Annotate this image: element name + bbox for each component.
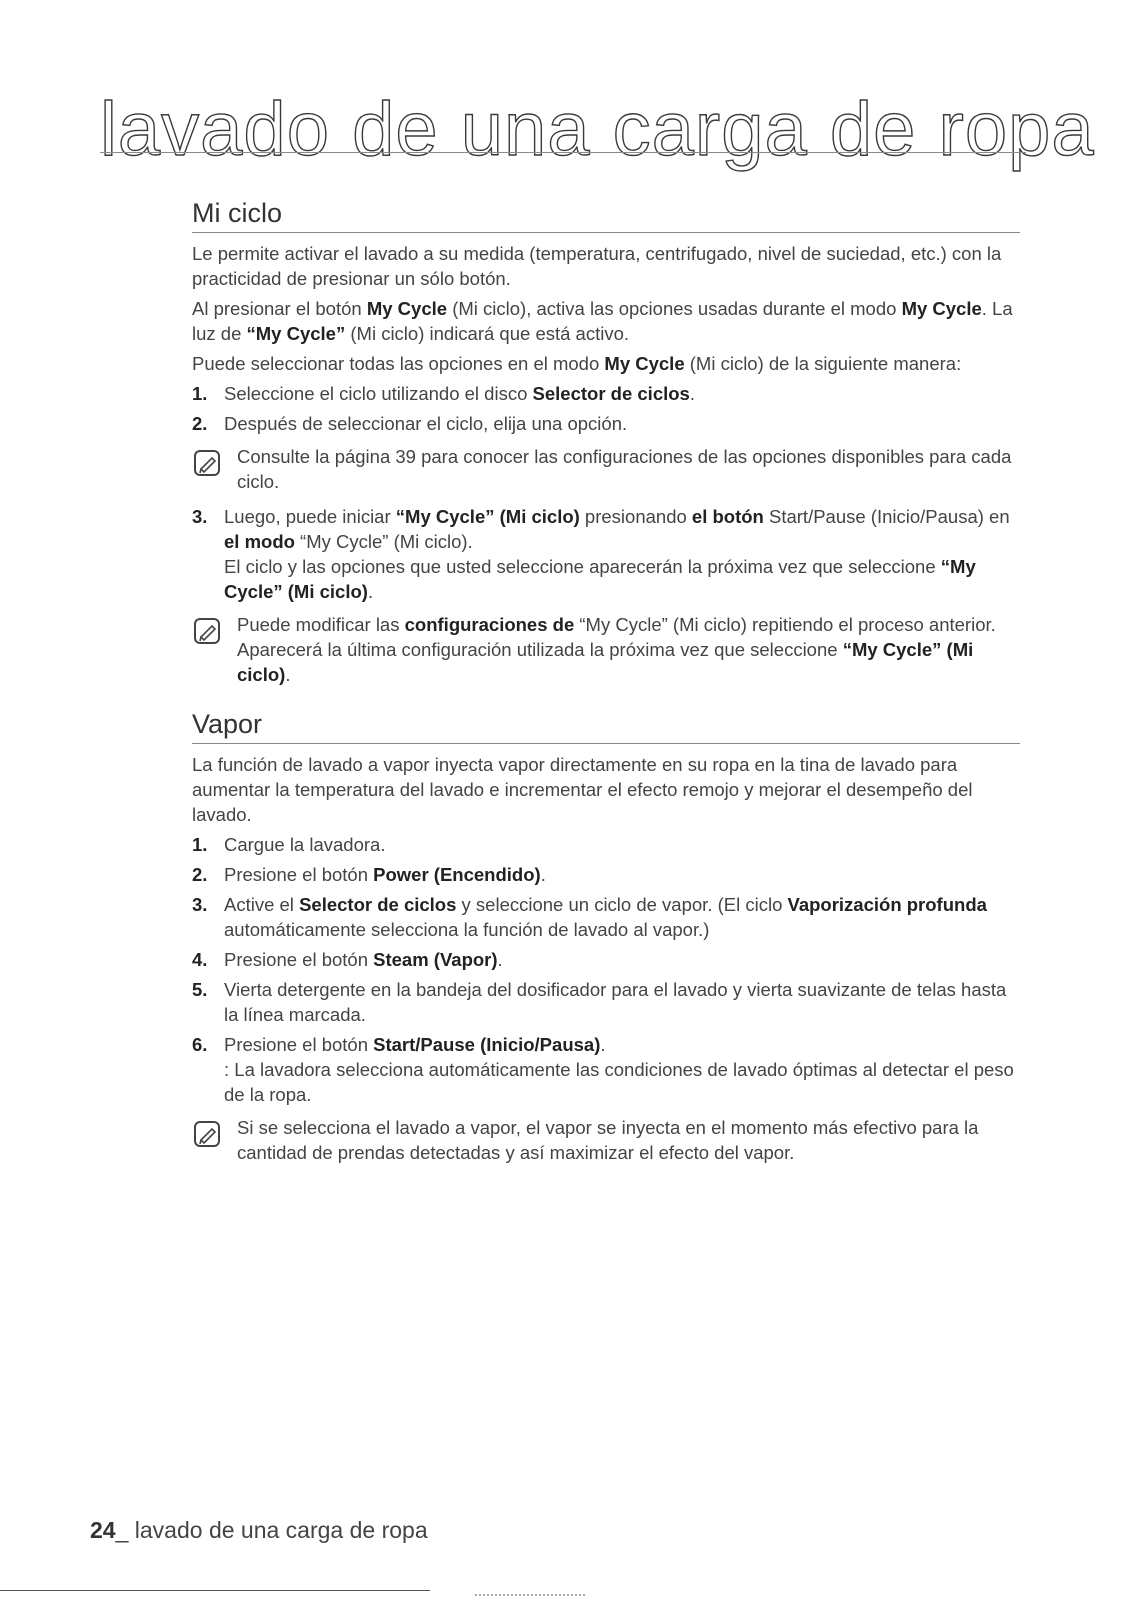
vapor-note-1: Si se selecciona el lavado a vapor, el vapor se inyecta en el momento más efectivo para la cantidad de prendas detectadas y así maximizar el efecto del vapor. (192, 1115, 1020, 1165)
step-number: 2. (192, 413, 208, 434)
step-number: 3. (192, 506, 208, 527)
step-number: 5. (192, 979, 208, 1000)
mi-ciclo-note-2: Puede modificar las configuraciones de “My Cycle” (Mi ciclo) repitiendo el proceso anterior. Aparecerá la última configuración utilizada la próxima vez que seleccione “My Cycle” (Mi ciclo). (192, 612, 1020, 687)
step-number: 1. (192, 834, 208, 855)
page-title: lavado de una carga de ropa (100, 87, 1095, 172)
section-vapor (192, 707, 1020, 1165)
step-number: 2. (192, 864, 208, 885)
vapor-step-1: 1. Cargue la lavadora. (192, 834, 386, 855)
note-pencil-icon (192, 616, 222, 646)
mi-ciclo-note-1: Consulte la página 39 para conocer las configuraciones de las opciones disponibles para cada ciclo. (192, 444, 1020, 494)
step-number: 6. (192, 1034, 208, 1055)
mi-ciclo-paragraph-3: Puede seleccionar todas las opciones en el modo My Cycle (Mi ciclo) de la siguiente manera: (192, 353, 962, 374)
mi-ciclo-step-1: 1. Seleccione el ciclo utilizando el disco Selector de ciclos. (192, 383, 695, 404)
step-number: 4. (192, 949, 208, 970)
page-footer (90, 1517, 428, 1544)
vapor-step-2: 2. Presione el botón Power (Encendido). (192, 864, 546, 885)
page-number: 24 (90, 1517, 116, 1543)
bottom-rule (0, 1590, 430, 1591)
section-heading-vapor: Vapor (192, 707, 1020, 744)
content (192, 196, 1020, 1175)
note-pencil-icon (192, 448, 222, 478)
title-rule (100, 152, 1026, 153)
vapor-step-6: 6. Presione el botón Start/Pause (Inicio/Pausa). : La lavadora selecciona automáticamente las condiciones de lavado óptimas al detectar el peso de la ropa. (192, 1034, 1014, 1105)
vapor-step-5: 5. Vierta detergente en la bandeja del dosificador para el lavado y vierta suavizante de telas hasta la línea marcada. (192, 979, 1007, 1025)
mi-ciclo-intro: Le permite activar el lavado a su medida (temperatura, centrifugado, nivel de suciedad, etc.) con la practicidad de presionar un sólo botón. (192, 243, 1002, 289)
vapor-step-3: 3. Active el Selector de ciclos y seleccione un ciclo de vapor. (El ciclo Vaporización profunda automáticamente selecciona la función de lavado al vapor.) (192, 894, 987, 940)
footer-text: _ lavado de una carga de ropa (115, 1517, 428, 1543)
vapor-intro: La función de lavado a vapor inyecta vapor directamente en su ropa en la tina de lavado para aumentar la temperatura del lavado e incrementar el efecto remojo y mejorar el desempeño del lavado. (192, 754, 973, 825)
vapor-step-4: 4. Presione el botón Steam (Vapor). (192, 949, 503, 970)
scan-marks (475, 1594, 585, 1599)
note-pencil-icon (192, 1119, 222, 1149)
section-heading-mi-ciclo: Mi ciclo (192, 196, 1020, 233)
step-number: 1. (192, 383, 208, 404)
mi-ciclo-step-3: 3. Luego, puede iniciar “My Cycle” (Mi ciclo) presionando el botón Start/Pause (Inicio/Pausa) en el modo “My Cycle” (Mi ciclo). El ciclo y las opciones que usted seleccione aparecerán la próxima vez que seleccione “My Cycle” (Mi ciclo). (192, 506, 1010, 602)
section-mi-ciclo (192, 196, 1020, 687)
mi-ciclo-step-2: 2. Después de seleccionar el ciclo, elija una opción. (192, 413, 628, 434)
mi-ciclo-paragraph-2: Al presionar el botón My Cycle (Mi ciclo), activa las opciones usadas durante el modo My Cycle. La luz de “My Cycle” (Mi ciclo) indicará que está activo. (192, 298, 1013, 344)
step-number: 3. (192, 894, 208, 915)
